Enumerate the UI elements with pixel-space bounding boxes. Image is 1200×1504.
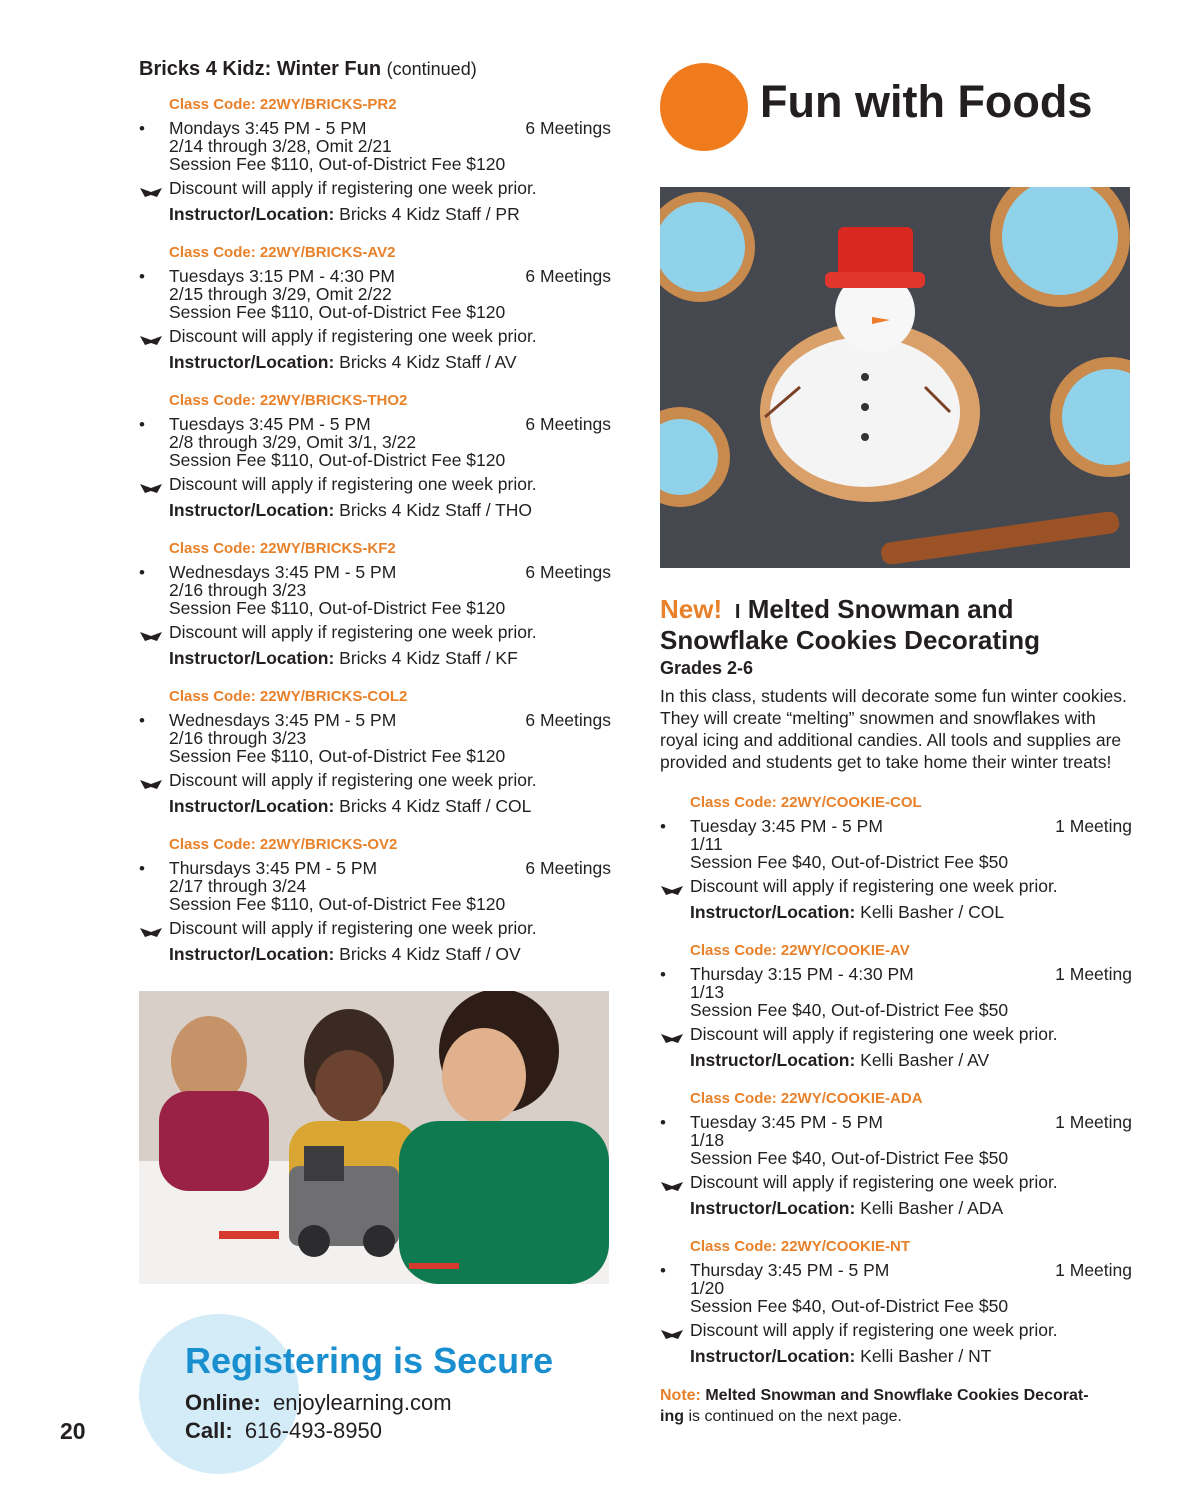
class-code: Class Code: 22WY/BRICKS-KF2 [169,540,396,557]
discount-row [139,475,611,493]
instructor-label: Instructor/Location: [690,1198,856,1218]
note-rest: is continued on the next page. [684,1408,902,1425]
course-title-line2: Snowflake Cookies Decorating [660,625,1040,655]
cookie-class-list [660,793,1132,1365]
bullet-icon [139,563,169,582]
instructor-row [139,353,611,371]
continued-label: (continued) [386,59,477,79]
fees: Session Fee $110, Out-of-District Fee $120 [169,746,506,766]
schedule-row [660,1113,1132,1131]
meetings: 1 Meeting [1055,1112,1132,1132]
instructor-row [660,1199,1132,1217]
schedule-row [139,711,611,729]
dates: 1/18 [690,1130,725,1150]
dates: 2/16 through 3/23 [169,580,307,600]
meetings: 1 Meeting [1055,1260,1132,1280]
course-title [660,595,1132,654]
discount-text: Discount will apply if registering one week prior. [690,1024,1058,1044]
class-code: Class Code: 22WY/BRICKS-COL2 [169,688,408,705]
meetings: 6 Meetings [525,118,611,138]
online-link[interactable]: enjoylearning.com [273,1390,452,1415]
instructor-row [660,1051,1132,1069]
discount-text: Discount will apply if registering one week prior. [169,918,537,938]
fees: Session Fee $110, Out-of-District Fee $120 [169,894,506,914]
snowman-cookie-photo [660,187,1130,568]
discount-icon [660,1029,684,1041]
fees: Session Fee $40, Out-of-District Fee $50 [690,1296,1009,1316]
discount-icon [139,331,163,343]
register-online [185,1390,452,1416]
dates: 1/20 [690,1278,725,1298]
class-block [660,941,1132,1069]
discount-row [660,1173,1132,1191]
meetings: 6 Meetings [525,858,611,878]
schedule: Thursdays 3:45 PM - 5 PM [169,858,378,878]
instructor-row [660,903,1132,921]
course-description: In this class, students will decorate some fun winter cookies. They will create “melting” snowmen and snowflakes with royal icing and additional candies. All tools and supplies are provided and students get to take home their winter treats! [660,686,1127,772]
fees: Session Fee $40, Out-of-District Fee $50 [690,1000,1009,1020]
instructor-label: Instructor/Location: [169,204,335,224]
fees: Session Fee $110, Out-of-District Fee $120 [169,154,506,174]
instructor-row [139,797,611,815]
section-title-text: Bricks 4 Kidz: Winter Fun [139,58,382,80]
fees: Session Fee $110, Out-of-District Fee $120 [169,598,506,618]
meetings: 6 Meetings [525,710,611,730]
discount-row [660,1025,1132,1043]
page-number: 20 [60,1418,86,1444]
instructor-value: Bricks 4 Kidz Staff / OV [339,944,521,964]
schedule: Thursday 3:45 PM - 5 PM [690,1260,890,1280]
discount-icon [139,775,163,787]
instructor-label: Instructor/Location: [169,796,335,816]
schedule: Tuesday 3:45 PM - 5 PM [690,816,883,836]
class-code: Class Code: 22WY/BRICKS-AV2 [169,244,396,261]
schedule: Tuesday 3:45 PM - 5 PM [690,1112,883,1132]
dates: 1/11 [690,834,723,854]
section-title [139,58,611,81]
fees: Session Fee $110, Out-of-District Fee $120 [169,302,506,322]
class-code: Class Code: 22WY/BRICKS-THO2 [169,392,408,409]
schedule-row [139,859,611,877]
instructor-row [139,501,611,519]
discount-icon [139,627,163,639]
meetings: 1 Meeting [1055,816,1132,836]
kids-robotics-illustration [139,991,609,1284]
kids-robotics-photo [139,991,609,1284]
orange-circle-icon [660,63,748,151]
instructor-label: Instructor/Location: [690,902,856,922]
bullet-icon [660,1113,690,1132]
meetings: 6 Meetings [525,266,611,286]
register-call [185,1418,382,1444]
meetings: 6 Meetings [525,414,611,434]
note [660,1385,1132,1427]
discount-text: Discount will apply if registering one week prior. [690,876,1058,896]
phone-number[interactable]: 616-493-8950 [244,1418,382,1443]
class-block [660,1089,1132,1217]
new-badge: New! [660,594,723,624]
discount-text: Discount will apply if registering one week prior. [169,326,537,346]
class-code: Class Code: 22WY/BRICKS-PR2 [169,96,397,113]
instructor-row [139,649,611,667]
discount-icon [660,1177,684,1189]
class-block [139,539,611,667]
course-title-line1: Melted Snowman and [747,594,1014,624]
schedule-row [660,817,1132,835]
title-divider: I [729,601,741,623]
class-code: Class Code: 22WY/COOKIE-ADA [690,1090,923,1107]
discount-icon [139,183,163,195]
schedule: Mondays 3:45 PM - 5 PM [169,118,367,138]
schedule: Tuesdays 3:15 PM - 4:30 PM [169,266,395,286]
bullet-icon [660,965,690,984]
bullet-icon [139,119,169,138]
discount-text: Discount will apply if registering one week prior. [169,474,537,494]
grades: Grades 2-6 [660,658,754,678]
schedule: Tuesdays 3:45 PM - 5 PM [169,414,371,434]
class-block [139,391,611,519]
discount-text: Discount will apply if registering one week prior. [690,1320,1058,1340]
class-block [139,243,611,371]
schedule: Thursday 3:15 PM - 4:30 PM [690,964,914,984]
dates: 2/17 through 3/24 [169,876,307,896]
discount-row [660,1321,1132,1339]
instructor-value: Bricks 4 Kidz Staff / COL [339,796,532,816]
dates: 2/8 through 3/29, Omit 3/1, 3/22 [169,432,417,452]
instructor-value: Kelli Basher / COL [860,902,1005,922]
class-block [139,687,611,815]
instructor-value: Kelli Basher / NT [860,1346,992,1366]
class-block [660,1237,1132,1365]
instructor-label: Instructor/Location: [169,648,335,668]
discount-text: Discount will apply if registering one week prior. [169,178,537,198]
course-info [660,595,1132,1427]
discount-icon [660,881,684,893]
schedule: Wednesdays 3:45 PM - 5 PM [169,710,397,730]
snowman-cookie-illustration [660,187,1130,568]
class-code: Class Code: 22WY/BRICKS-OV2 [169,836,398,853]
instructor-label: Instructor/Location: [690,1050,856,1070]
section-heading: Fun with Foods [760,76,1093,127]
discount-row [139,771,611,789]
discount-icon [139,923,163,935]
bullet-icon [660,1261,690,1280]
schedule-row [139,267,611,285]
dates: 2/15 through 3/29, Omit 2/22 [169,284,392,304]
instructor-value: Bricks 4 Kidz Staff / AV [339,352,517,372]
discount-row [139,623,611,641]
fees: Session Fee $40, Out-of-District Fee $50 [690,1148,1009,1168]
schedule-row [660,965,1132,983]
class-code: Class Code: 22WY/COOKIE-AV [690,942,910,959]
dates: 2/16 through 3/23 [169,728,307,748]
discount-icon [139,479,163,491]
call-label: Call: [185,1418,233,1443]
instructor-label: Instructor/Location: [169,352,335,372]
schedule-row [139,415,611,433]
discount-row [139,179,611,197]
discount-text: Discount will apply if registering one week prior. [169,622,537,642]
bullet-icon [660,817,690,836]
instructor-row [139,945,611,963]
instructor-value: Bricks 4 Kidz Staff / PR [339,204,520,224]
discount-text: Discount will apply if registering one week prior. [169,770,537,790]
fees: Session Fee $110, Out-of-District Fee $120 [169,450,506,470]
meetings: 6 Meetings [525,562,611,582]
instructor-row [139,205,611,223]
class-block [139,95,611,223]
class-code: Class Code: 22WY/COOKIE-NT [690,1238,911,1255]
register-title: Registering is Secure [185,1340,554,1381]
instructor-row [660,1347,1132,1365]
schedule-row [139,563,611,581]
schedule-row [139,119,611,137]
schedule-row [660,1261,1132,1279]
discount-row [139,327,611,345]
note-label: Note: [660,1387,701,1404]
instructor-value: Bricks 4 Kidz Staff / KF [339,648,518,668]
schedule: Wednesdays 3:45 PM - 5 PM [169,562,397,582]
note-bold-line1: Melted Snowman and Snowflake Cookies Decorat- [705,1387,1089,1404]
instructor-label: Instructor/Location: [690,1346,856,1366]
class-list [139,95,611,963]
bullet-icon [139,859,169,878]
note-bold-line2: ing [660,1408,684,1425]
bullet-icon [139,267,169,286]
class-code: Class Code: 22WY/COOKIE-COL [690,794,922,811]
class-block [139,835,611,963]
online-label: Online: [185,1390,261,1415]
instructor-label: Instructor/Location: [169,500,335,520]
discount-row [660,877,1132,895]
instructor-value: Kelli Basher / ADA [860,1198,1004,1218]
instructor-label: Instructor/Location: [169,944,335,964]
class-block [660,793,1132,921]
discount-text: Discount will apply if registering one week prior. [690,1172,1058,1192]
instructor-value: Bricks 4 Kidz Staff / THO [339,500,533,520]
discount-row [139,919,611,937]
bullet-icon [139,711,169,730]
meetings: 1 Meeting [1055,964,1132,984]
left-column [139,58,611,983]
fees: Session Fee $40, Out-of-District Fee $50 [690,852,1009,872]
discount-icon [660,1325,684,1337]
dates: 2/14 through 3/28, Omit 2/21 [169,136,392,156]
instructor-value: Kelli Basher / AV [860,1050,990,1070]
bullet-icon [139,415,169,434]
dates: 1/13 [690,982,725,1002]
